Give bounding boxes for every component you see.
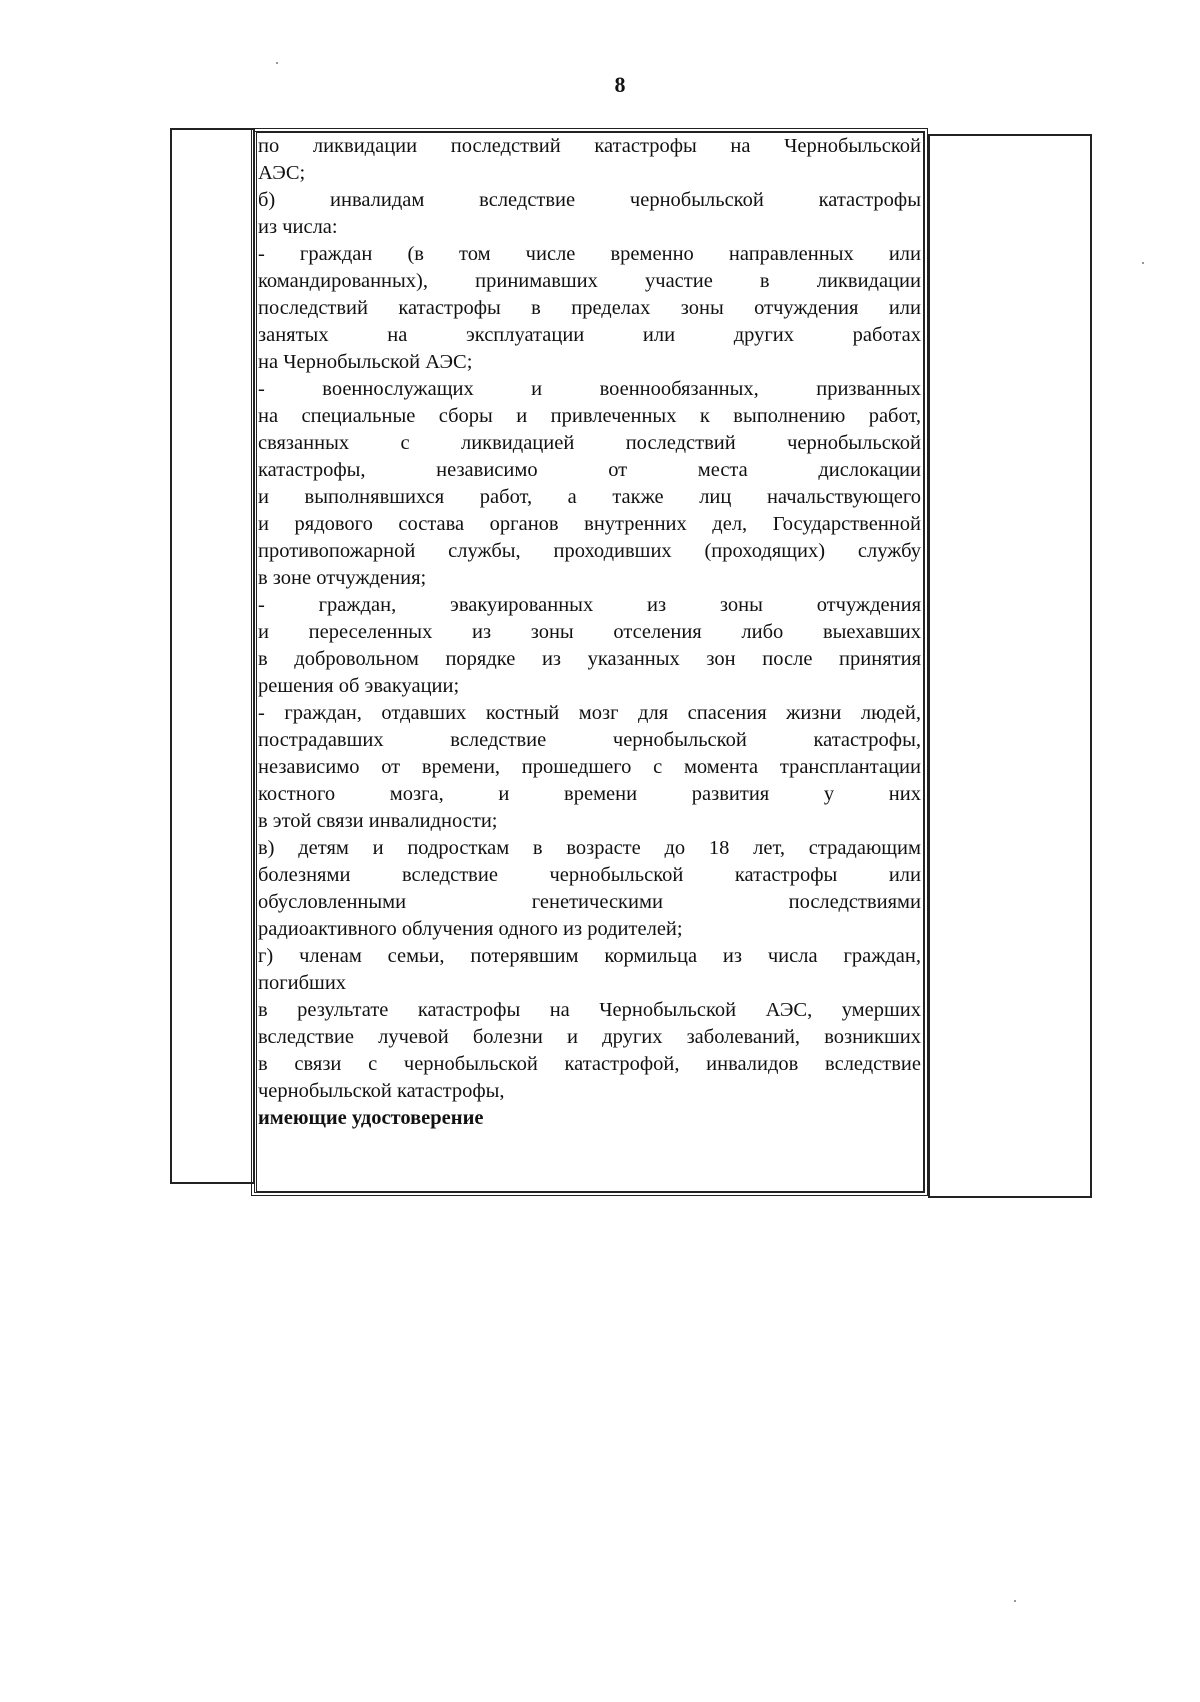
text-line: из числа: [258,216,338,238]
text-line: чернобыльской катастрофы, [258,1080,505,1102]
text-line: решения об эвакуации; [258,675,460,697]
text-line: в зоне отчуждения; [258,567,427,589]
text-line: пострадавших вследствие чернобыльской катастрофы, [258,729,921,751]
text-line: занятых на эксплуатации или других работах [258,324,921,346]
text-line: в результате катастрофы на Чернобыльской АЭС, умерших [258,999,921,1021]
scan-speck [1014,1600,1016,1602]
text-line: болезнями вследствие чернобыльской катастрофы или [258,864,921,886]
text-line: по ликвидации последствий катастрофы на Чернобыльской [258,135,921,157]
text-line: - граждан (в том числе временно направленных или [258,243,921,265]
table-cell-text [258,133,921,1132]
text-line: - граждан, эвакуированных из зоны отчуждения [258,594,921,616]
scan-speck [1142,262,1144,264]
text-line: и переселенных из зоны отселения либо выехавших [258,621,921,643]
text-line: в) детям и подросткам в возрасте до 18 лет, страдающим [258,837,921,859]
table-column-right [928,134,1092,1198]
text-line: в добровольном порядке из указанных зон после принятия [258,648,921,670]
text-line: АЭС; [258,162,306,184]
text-line: в связи с чернобыльской катастрофой, инвалидов вследствие [258,1053,921,1075]
text-line: последствий катастрофы в пределах зоны отчуждения или [258,297,921,319]
text-line: противопожарной службы, проходивших (проходящих) службу [258,540,921,562]
text-line: погибших [258,972,347,994]
text-line: и выполнявшихся работ, а также лиц начальствующего [258,486,921,508]
text-line: на Чернобыльской АЭС; [258,351,473,373]
text-line: связанных с ликвидацией последствий чернобыльской [258,432,921,454]
table-column-left [170,128,255,1184]
text-line: обусловленными генетическими последствиями [258,891,921,913]
text-line: в этой связи инвалидности; [258,810,498,832]
text-line: на специальные сборы и привлеченных к выполнению работ, [258,405,921,427]
text-line: имеющие удостоверение [258,1107,484,1129]
page-number: 8 [614,72,626,97]
text-line: б) инвалидам вследствие чернобыльской катастрофы [258,189,921,211]
text-line: - военнослужащих и военнообязанных, призванных [258,378,921,400]
text-line: вследствие лучевой болезни и других заболеваний, возникших [258,1026,921,1048]
text-line: - граждан, отдавших костный мозг для спасения жизни людей, [258,702,921,724]
text-line: г) членам семьи, потерявшим кормильца из числа граждан, [258,945,921,967]
text-line: костного мозга, и времени развития у них [258,783,921,805]
text-line: катастрофы, независимо от места дислокации [258,459,921,481]
text-line: независимо от времени, прошедшего с момента трансплантации [258,756,921,778]
text-line: и рядового состава органов внутренних дел, Государственной [258,513,921,535]
text-line: радиоактивного облучения одного из родителей; [258,918,683,940]
scan-speck [276,62,278,64]
text-line: командированных), принимавших участие в ликвидации [258,270,921,292]
